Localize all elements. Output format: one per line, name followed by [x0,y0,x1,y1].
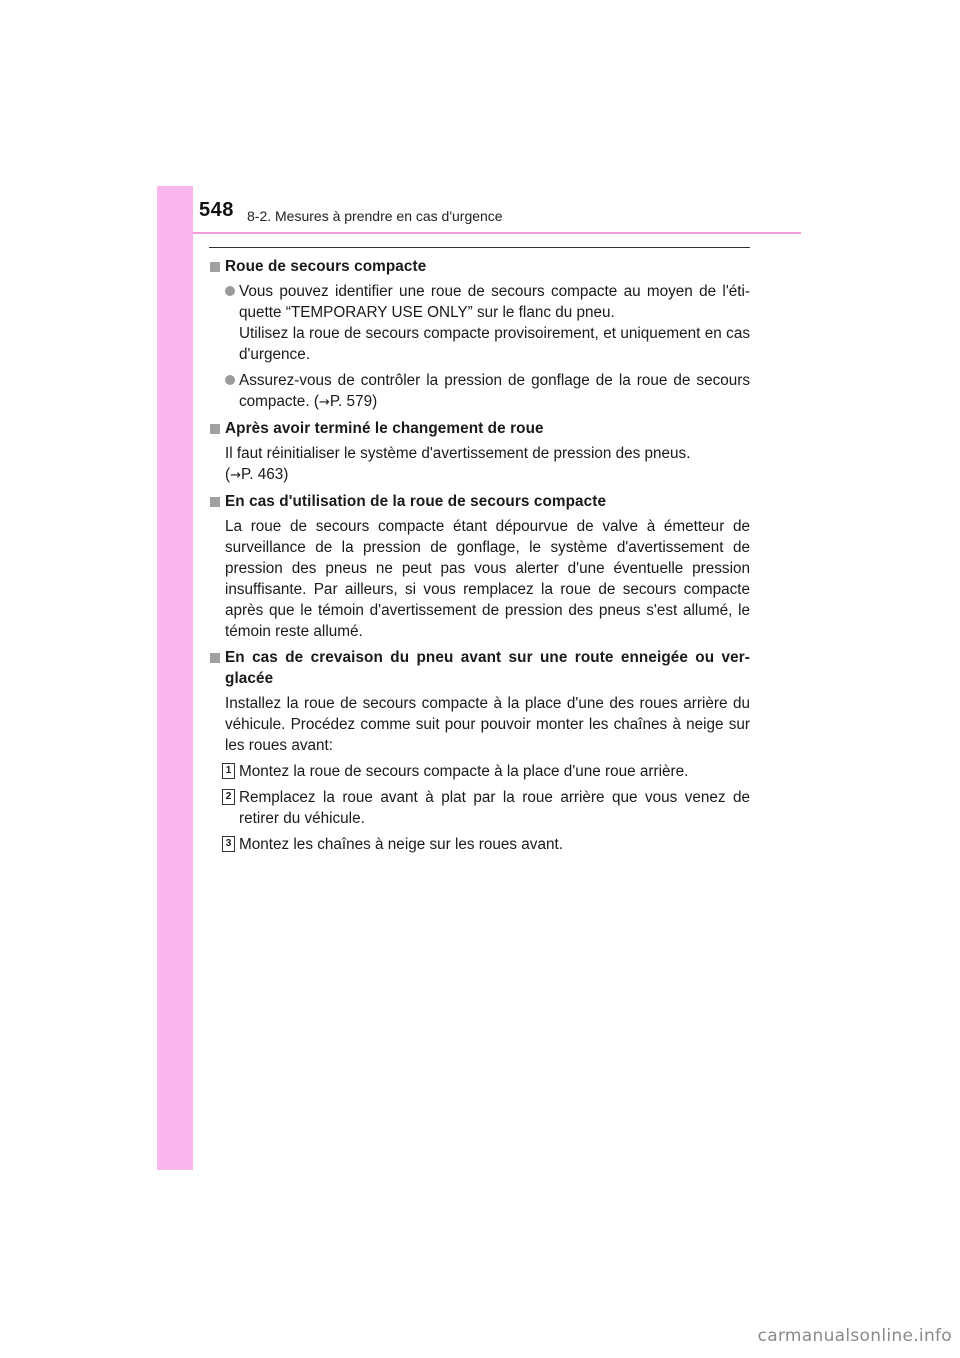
page-number: 548 [199,199,234,221]
section-title: 8-2. Mesures à prendre en cas d'urgence [247,208,503,224]
section-heading: En cas d'utilisation de la roue de secours compacte [225,493,607,510]
square-bullet-icon [210,262,220,272]
list-item-text-continued: Utilisez la roue de secours compacte provisoirement, et uniquement en cas d'urgence. [239,325,750,363]
step-item [225,761,750,782]
section-heading: Après avoir terminé le changement de roue [225,420,544,437]
section-heading: Roue de secours compacte [225,258,427,275]
page-reference-link[interactable]: P. 463) [241,466,289,483]
section-front-flat-snow [209,647,750,855]
square-bullet-icon [210,497,220,507]
section-spare-tire [209,256,750,413]
square-bullet-icon [210,653,220,663]
section-using-spare [209,491,750,642]
step-number-badge: 1 [222,763,235,779]
header-rule [193,232,801,234]
step-number-badge: 2 [222,789,235,805]
list-item [225,281,750,365]
arrow-icon: → [230,468,242,483]
section-body: Installez la roue de secours compacte à la place d'une des roues arrière du véhicule. Procédez comme suit pour pouvoir monter les chaînes à neige sur les roues avant: [225,695,750,754]
section-body: La roue de secours compacte étant dépourvue de valve à émetteur de surveillance de la pression de gonflage, le système d'avertissement de pression des pneus ne peut pas vous alerter d'une éventuelle pression insuffisante. Par ailleurs, si vous remplacez la roue de secours compacte après que le témoin d'avertissement de pression des pneus s'est allumé, le témoin reste allumé. [225,518,750,640]
chapter-side-band [157,186,193,1170]
page-reference-link[interactable]: P. 579) [329,393,378,410]
round-bullet-icon [225,375,235,385]
watermark: carmanualsonline.info [757,1326,952,1346]
step-text: Remplacez la roue avant à plat par la roue arrière que vous venez de retirer du véhicule. [239,789,750,827]
step-item [225,834,750,855]
reference-open-paren: ( [225,466,231,483]
section-after-change [209,418,750,486]
step-number-badge: 3 [222,836,235,852]
content-divider [209,247,750,248]
page-content [209,256,750,860]
step-text: Montez la roue de secours compacte à la place d'une roue arrière. [239,763,689,780]
square-bullet-icon [210,424,220,434]
arrow-icon: → [318,395,330,410]
step-item [225,787,750,829]
list-item [225,370,750,413]
list-item-text: Vous pouvez identifier une roue de secours compacte au moyen de l'éti-quette “TEMPORARY USE ONLY” sur le flanc du pneu. [239,283,750,321]
list-item-text-body: Assurez-vous de contrôler la pression de gonflage de la roue de secours compacte. ( [239,372,750,410]
section-body [225,443,750,486]
step-text: Montez les chaînes à neige sur les roues avant. [239,836,563,853]
section-body-text: Il faut réinitialiser le système d'avertissement de pression des pneus. [225,445,691,462]
list-item-text [239,370,750,413]
round-bullet-icon [225,286,235,296]
section-heading: En cas de crevaison du pneu avant sur une route enneigée ou ver-glacée [225,649,750,687]
